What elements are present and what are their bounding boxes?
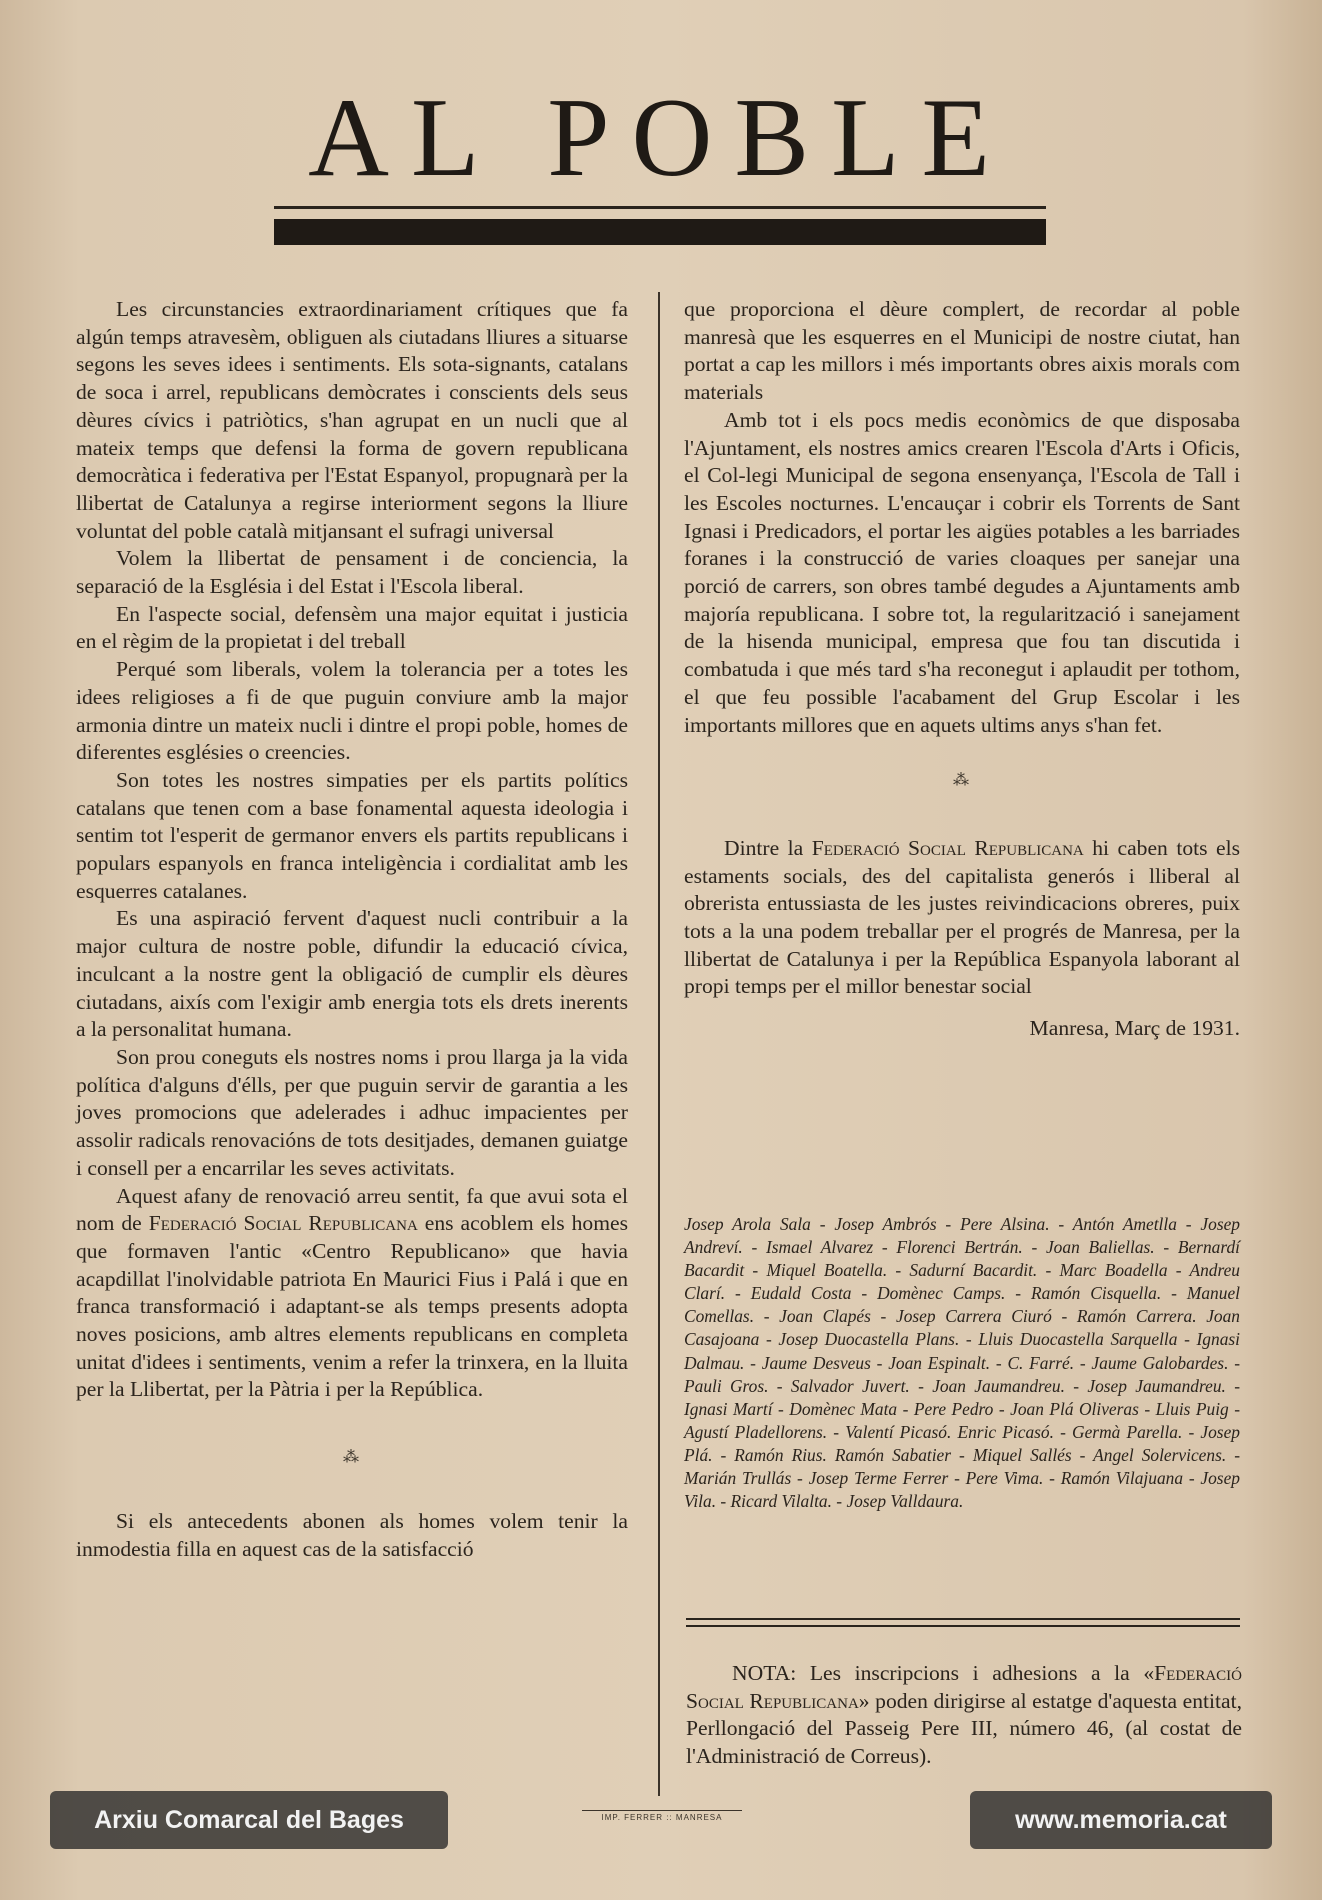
signatories-rule (686, 1618, 1240, 1620)
printer-imprint: IMP. FERRER :: MANRESA (582, 1810, 742, 1822)
signatories-list: Josep Arola Sala - Josep Ambrós - Pere Alsina. - Antón Ametlla - Josep Andreví. - Ismael Alvarez - Florenci Bertrán. - Joan Baliellas. - Bernardí Bacardit - Miquel Boatella. - Sadurní Bacardit. - Marc Boadella - Andreu Clarí. - Eudald Costa - Domènec Camps. - Ramón Cisquella. - Manuel Comellas. - Joan Clapés - Josep Carrera Ciuró - Ramón Carrera. Joan Casajoana - Josep Duocastella Plans. - Lluis Duocastella Sarquella - Ignasi Dalmau. - Jaume Desveus - Joan Espinalt. - C. Farré. - Jaume Galobardes. - Pauli Gros. - Salvador Juvert. - Joan Jaumandreu. - Josep Jaumandreu. - Ignasi Martí - Domènec Mata - Pere Pedro - Joan Plá Oliveras - Lluis Puig - Agustí Pladellorens. - Valentí Picasó. Enric Picasó. - Germà Parella. - Josep Plá. - Ramón Rius. Ramón Sabatier - Miquel Sallés - Angel Solervicens. - Marián Trullás - Josep Terme Ferrer - Pere Vima. - Ramón Vilajuana - Josep Vila. - Ricard Vilalta. - Josep Valldaura. (684, 1214, 1240, 1512)
nota-paragraph (686, 1660, 1242, 1771)
paragraph: Son totes les nostres simpaties per els partits polítics catalans que tenen com a base fonamental aquesta ideologia i sentim tot l'esperit de germanor envers els partits republicans i populars espanyols en franca inteligència i cordialitat amb les esquerres catalanes. (76, 767, 628, 903)
paragraph: Volem la llibertat de pensament i de conciencia, la separació de la Església i del Estat i l'Escola liberal. (76, 546, 628, 599)
archive-watermark: Arxiu Comarcal del Bages (50, 1791, 448, 1849)
paragraph: que proporciona el dèure complert, de recordar al poble manresà que les esquerres en el Municipi de nostre ciutat, han portat a cap les millors i més importants obres aixis morals com materials (684, 297, 1240, 405)
paragraph: Perqué som liberals, volem la tolerancia per a totes les idees religioses a fi de que puguin conviure amb la major armonia dintre un mateix nucli i dintre el propi poble, homes de diferentes esglésies o creencies. (76, 657, 628, 765)
text-run: Aquest afany de renovació arreu sentit, fa que avui sota el nom de (76, 1183, 628, 1236)
column-divider (658, 292, 660, 1796)
website-watermark[interactable]: www.memoria.cat (970, 1791, 1272, 1849)
paragraph (684, 835, 1240, 1001)
org-name: Federació Social Republicana (686, 1661, 1242, 1713)
ornament-asterism: ⁂ (343, 1449, 361, 1467)
paragraph (76, 1183, 628, 1405)
text-run: » poden dirigirse al estatge d'aquesta entitat, Perllongació del Passeig Pere III, número 46, (al costat de l'Administració de Correus). (686, 1688, 1242, 1769)
paragraph: En l'aspecte social, defensèm una major equitat i justicia en el règim de la propietat i del treball (76, 601, 628, 654)
paragraph: Si els antecedents abonen als homes volem tenir la inmodestia filla en aquest cas de la satisfacció (76, 1508, 628, 1561)
paragraph: Amb tot i els pocs medis econòmics de que disposaba l'Ajuntament, els nostres amics crearen l'Escola d'Arts i Oficis, el Col-legi Municipal de segona ensenyança, l'Escola de Tall i les Escoles nocturnes. L'encauçar i cobrir els Torrents de Sant Ignasi i Predicadors, el portar les aigües potables a les barriades foranes i la construcció de varies cloaques per sanejar una porció de carrers, son obres també degudes a Ajuntaments amb majoría republicana. I sobre tot, la regularització i sanejament de la hisenda municipal, empresa que fou tan discutida i combatuda i que més tard s'ha reconegut i aplaudit per tothom, el que feu possible l'acabament del Grup Escolar i les importants millores que en aquets ultims anys s'han fet. (684, 407, 1240, 737)
paragraph: Les circunstancies extraordinariament crítiques que fa algún temps atravesèm, obliguen als ciutadans lliures a situarse segons les seves idees i sentiments. Els sota-signants, catalans de soca i arrel, republicans demòcrates i conscients dels seus dèures cívics i patriòtics, s'han agrupat en un nucli que al mateix temps que defensi la forma de govern republicana democràtica i federativa per l'Estat Espanyol, propugnarà per la llibertat de Catalunya a regirse interiorment segons la lliure voluntat del poble català mitjansant el sufragi universal (76, 297, 628, 543)
text-run: ens acoblem els homes que formaven l'antic «Centro Republicano» que havia acapdillat l'inolvidable patriota En Maurici Fius i Palá i que en franca transformació i adaptant-se als temps presents adopta noves posicions, amb altres elements republicans en completa unitat d'idees i sentiments, venim a refer la trinxera, en la lluita per la Llibertat, per la Pàtria i per la República. (76, 1211, 628, 1402)
org-name: Federació Social Republicana (811, 835, 1084, 860)
title-rule-thick (274, 219, 1046, 245)
nota-label: NOTA: (732, 1661, 797, 1685)
org-name: Federació Social Republicana (148, 1211, 418, 1236)
text-run: hi caben tots els estaments socials, des del capitalista generós i lliberal al obrerista entussiasta de les justes reivindicacions obreres, puix tots a la una podem treballar per el progrés de Manresa, per la llibertat de Catalunya i per la República Espanyola laborant al propi temps per el millor benestar social (684, 835, 1240, 999)
signatories-rule (686, 1625, 1240, 1627)
right-column (684, 296, 1240, 1043)
text-run: Dintre la (724, 835, 812, 860)
title-rule-thin (274, 206, 1046, 209)
paragraph: Es una aspiració fervent d'aquest nucli contribuir a la major cultura de nostre poble, difundir la educació cívica, inculcant a la nostre gent la obligació de cumplir els dèures ciutadans, aixís com l'exigir amb energia tots els drets inerents a la personalitat humana. (76, 906, 628, 1042)
paragraph: Son prou coneguts els nostres noms i prou llarga ja la vida política d'alguns d'élls, per que puguin servir de garantia a les joves promocions que adelerades i adhuc impacientes per assolir radicals renovacións de tots desitjades, demanen guiatge i consell per a encarrilar les seves activitats. (76, 1044, 628, 1180)
text-run: Les inscripcions i adhesions a la « (796, 1661, 1155, 1685)
poster-title: AL POBLE (308, 76, 1012, 200)
date-line: Manresa, Març de 1931. (1029, 1016, 1240, 1041)
ornament-asterism: ⁂ (953, 772, 971, 790)
left-column (76, 296, 628, 1563)
